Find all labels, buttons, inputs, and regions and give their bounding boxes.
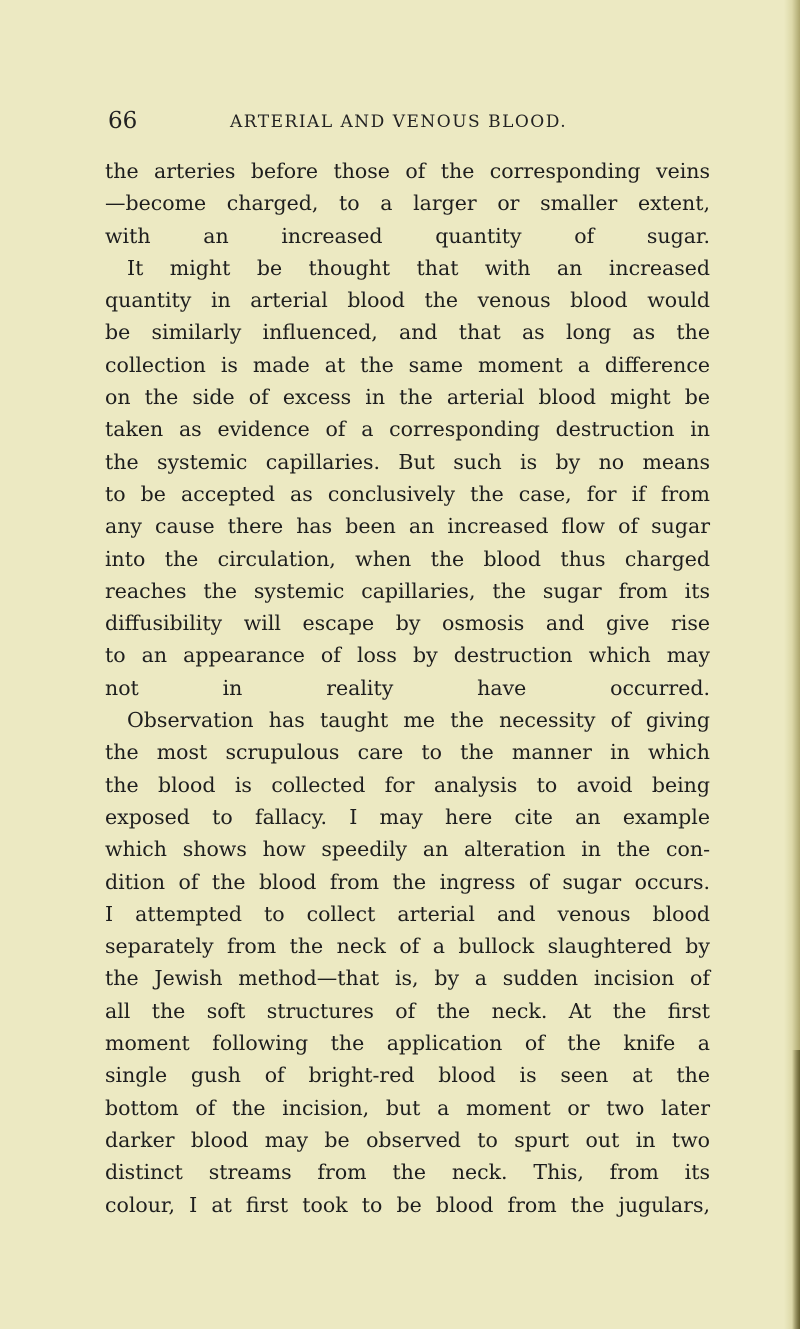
text-line: the systemic capillaries. But such is by no means [105,449,710,474]
text-line: exposed to fallacy. I may here cite an example [105,804,710,829]
text-line: into the circulation, when the blood thus charged [105,546,710,571]
text-line: be similarly influenced, and that as long as the [105,320,710,345]
page-edge-shadow-lower [792,1050,800,1329]
text-line: the arteries before those of the corresponding veins [105,159,710,183]
text-line: with an increased quantity of sugar. [105,223,710,248]
text-line: quantity in arterial blood the venous blood would [105,288,710,313]
text-line: diffusibility will escape by osmosis and give rise [105,611,710,636]
text-line: I attempted to collect arterial and venous blood [105,901,710,926]
text-line: collection is made at the same moment a difference [105,352,710,377]
page-header [108,108,728,136]
text-line: dition of the blood from the ingress of sugar occurs. [105,869,710,894]
text-line: darker blood may be observed to spurt out in two [105,1127,710,1152]
text-line: all the soft structures of the neck. At the first [105,998,710,1023]
text-line: Observation has taught me the necessity of giving [127,708,710,733]
text-line: single gush of bright-red blood is seen at the [105,1063,710,1088]
text-line: which shows how speedily an alteration in the con- [105,837,710,862]
text-line: bottom of the incision, but a moment or two later [105,1095,710,1120]
text-line: It might be thought that with an increased [127,255,710,280]
text-line: to be accepted as conclusively the case, for if from [105,481,710,506]
text-line: colour, I at first took to be blood from the jugulars, [105,1192,710,1217]
text-line: taken as evidence of a corresponding destruction in [105,417,710,442]
text-line: on the side of excess in the arterial blood might be [105,385,710,410]
text-line: any cause there has been an increased flow of sugar [105,514,710,539]
body-text [105,155,710,1221]
running-head: ARTERIAL AND VENOUS BLOOD. [230,112,568,132]
text-line: moment following the application of the knife a [105,1031,710,1056]
text-line: not in reality have occurred. [105,675,710,700]
text-line: to an appearance of loss by destruction which may [105,643,710,668]
text-line: the blood is collected for analysis to avoid being [105,772,710,797]
page-number: 66 [108,108,138,134]
text-line: distinct streams from the neck. This, from its [105,1160,710,1185]
text-line: the most scrupulous care to the manner in which [105,740,710,765]
text-line: —become charged, to a larger or smaller extent, [105,191,710,216]
text-line: reaches the systemic capillaries, the sugar from its [105,578,710,603]
text-line: separately from the neck of a bullock slaughtered by [105,934,710,959]
text-line: the Jewish method—that is, by a sudden incision of [105,966,710,991]
